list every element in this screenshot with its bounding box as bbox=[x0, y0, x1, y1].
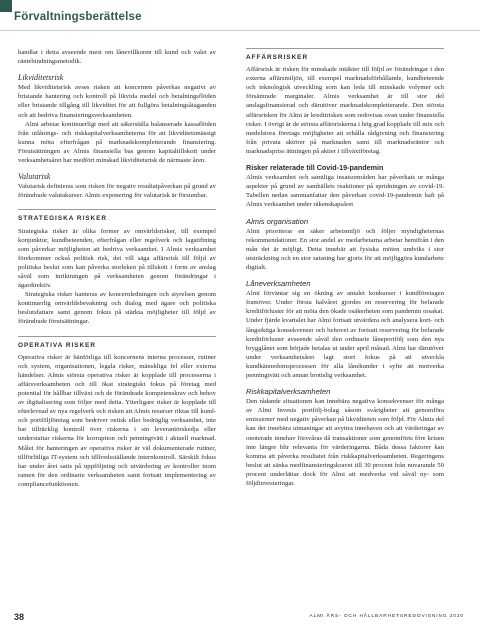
organisation-paragraph: Almi prioriterar en säker arbetsmiljö och följer myndigheternas rekommendationer. En stor andel av medarbetarna arbetar hemifrån i den mån det är möjligt. Detta innebär att fysiska möten undviks i stor utsträckning och en stor satsning har gjorts för att möjliggöra kundarbete digitalt. bbox=[246, 227, 444, 271]
footer-report-title: ALMI ÅRS- OCH HÅLLBARHETSREDOVISNING 2020 bbox=[309, 614, 464, 619]
business-risks-heading: AFFÄRSRISKER bbox=[246, 48, 444, 62]
business-paragraph: Affärsrisk är risken för minskade intäkter till följd av förändringar i den externa affärsmiljön, till exempel marknadsförhållande, kundbeteende och teknologisk utveckling som kan leda till minskade volymer och försämrade marginaler. Almis verksamhet är till stor del anslagsfinansierad och därutöver marknadskompletterande. Den största affärsrisken för Almi är kreditrisken som redovisas ovan under finansiella risker. I övrigt är de största affärsriskerna i hög grad kopplade till mix och medelstora företags möjligheter att erhålla rådgivning och finansiering från privata aktörer på marknaden samt till marknadsräntor och marknadspriss ättningen på aktier i tillväxtföretag. bbox=[246, 66, 444, 155]
venture-capital-paragraph: Den rådande situationen kan innebära negativa konsekvenser för många av Almi Invests portfölj-bolag såsom svårigheter att genomföra emissioner med negativ påverkan på likviditeten som följd. För Almis del kan det innebära utmaningar att avyttra innehaven och att värderingar av onoterade innehav försvåras då transaktioner som genomförts före krisen inte längre blir relevanta för värderingarna. Båda dessa faktorer kan komma att påverka resultatet från riskkapitalverksamheten. Regeringens beslut att sänka medfinansieringskravet till 30 procent från nuvarande 50 procent underlättar dock för Almi att medverka vid såväl ny- som följdinvesteringar. bbox=[246, 398, 444, 488]
covid-paragraph: Almis verksamhet och samtliga insatsområden har påverkats ur många aspekter på grund av samhällets reaktioner på spridningen av covid-19. Tabellen nedan sammanfattar den påverkan covid-19-pandemin haft på Almis verksamhet under räkenskapsåret bbox=[246, 174, 444, 209]
currency-paragraph: Valutarisk definieras som risken för negativ resultatpåverkan på grund av förändrade valutakurser. Almis exponering för valutarisk är försumbar. bbox=[18, 183, 216, 200]
covid-heading: Risker relaterade till Covid-19-pandemin bbox=[246, 163, 384, 173]
corner-accent bbox=[0, 0, 12, 12]
lending-paragraph: Almi förväntar sig en ökning av antalet konkurser i kundföretagen framöver. Under första halvåret gjordes en reservering för befarade kreditförluster för att möta den ökade osäkerheten som pandemin orsakat. Under fjärde kvartalet har Almi fortsatt utvärdera och analysera kort- och långsiktiga konsekvenser och behovet av fortsatt reservering för befarade kreditförluster avseende såväl den ordinarie låneportfölj som den nya brygglånet som började betalas ut under april månad. Almi har därutöver under verksamhetsåret lagt stort fokus på att utveckla kundkännedomsprocessen för alla lånekunder i syfte att motverka penningtvätt och annan brottslig verksamhet. bbox=[246, 290, 444, 379]
strategic-paragraph-1: Strategiska risker är olika former av omvärldsrisker, till exempel konjunktur, kundbeteenden, efterfrågan eller regelverk och lagstiftning som påverkar möjligheten att bedriva verksamhet. I Almis verksamhet förekommer också politisk risk, det vill säga affärsrisk till följd av politiska beslut som kan påverka storleken på tillskott i form av anslag såväl som inriktningen på verksamheten genom förändringar i ägardirektiv. bbox=[18, 227, 216, 290]
currency-risk-heading: Valutarisk bbox=[18, 172, 51, 182]
right-column bbox=[246, 48, 444, 488]
venture-capital-heading: Riskkapitalverksamheten bbox=[246, 387, 331, 397]
page-number: 38 bbox=[14, 612, 25, 622]
left-column bbox=[18, 48, 216, 489]
organisation-heading: Almis organisation bbox=[246, 216, 309, 226]
strategic-paragraph-2: Strategiska risker hanteras av koncernledningen och styrelsen genom kontinuerlig omvärldsbevakning och dialog med ägare och politiska beslutsfattare samt genom fokus på stärkta möjligheter till följd av förändrade förutsättningar. bbox=[18, 291, 216, 326]
liquidity-paragraph-1: Med likviditetsrisk avses risken att koncernen påverkas negativt av bristande hantering och kontroll på likvida medel och betalningsflöden eller bristande tillgång till likviditet för att fullgöra betalningsåtaganden och att bedriva finansieringsverksamheten. bbox=[18, 84, 216, 119]
strategic-risks-heading: STRATEGISKA RISKER bbox=[18, 209, 216, 223]
liquidity-paragraph-2: Almi arbetar kontinuerligt med att säkerställa balanserade kassaflöden från utlånings- och riskkapitalverksamheterna för att likviditetsmässigt kunna möta efterfrågan på marknadskompletterande finansiering. Förutsättningen av Almis finansiella bas genom kapitaltillskott under verksamhetsåret har medfört minskad likviditetsrisk de närmaste åren. bbox=[18, 120, 216, 165]
page-title: Förvaltningsberättelse bbox=[14, 11, 142, 23]
operational-risks-heading: OPERATIVA RISKER bbox=[18, 336, 216, 350]
operational-paragraph: Operativa risker är hänförliga till koncernens interna processer, rutiner och system, organisationen, legala risker, mänskliga fel eller externa händelser. Almis största operativa risker är kopplade till processerna i affärsverksamheten och till ökat strategiskt fokus på företag med potential för hållbar tillväxt och de förändrade kompetenskrav och behov av digitalisering som följer med detta. Ytterligare risker är kopplade till efterlevnad av nya regelverk och risken att Almis resurser riktas till kund- och portföljföretag som bedriver oetisk eller bedräglig verksamhet, inte har tillräcklig kontroll över riskerna i sin leverantörskedja eller understattar riskerna för korruption och penningtvätt i aktuell marknad. Målet för hanteringen av operativa risker är väl dokumenterade rutiner, tillförlitliga IT-system och tillfredsställande internkontroll. Särskilt fokus har under året satts på uppföljning och utvärdering av kontroller inom ramen för den ordinarie verksamheten samt fortsatt implementering av compliancefunktionen. bbox=[18, 353, 216, 488]
liquidity-risk-heading: Likviditetsrisk bbox=[18, 73, 64, 83]
intro-paragraph: handlar i detta avseende mest om lånevillkoren till kund och valet av räntebindningsmetodik. bbox=[18, 49, 216, 66]
lending-heading: Låneverksamheten bbox=[246, 279, 311, 289]
header-divider bbox=[0, 30, 480, 31]
